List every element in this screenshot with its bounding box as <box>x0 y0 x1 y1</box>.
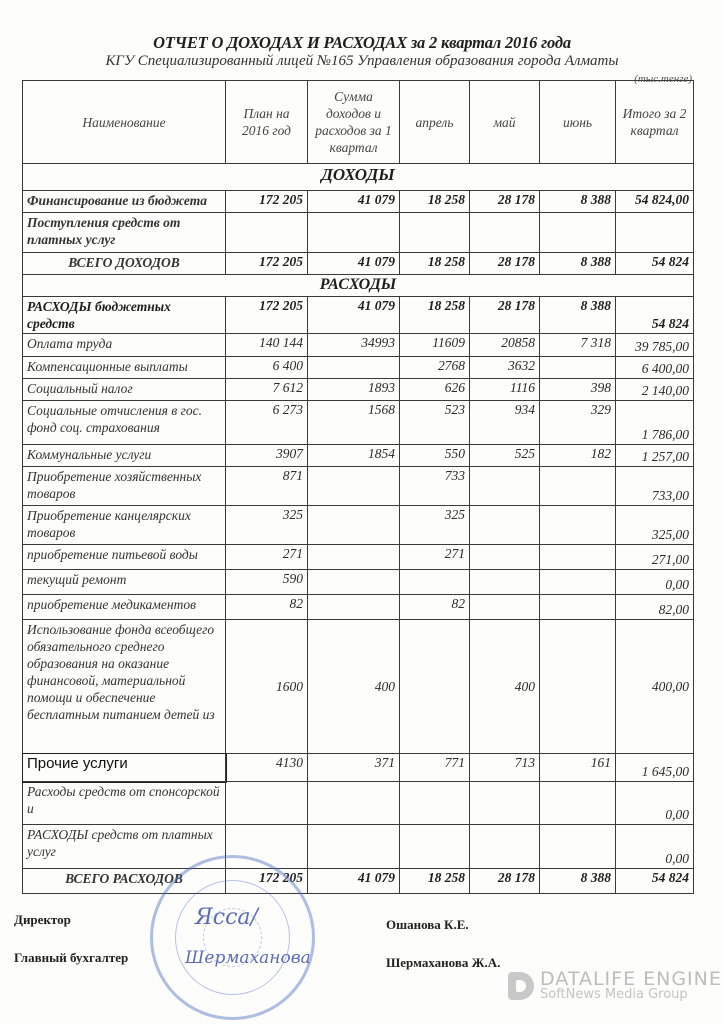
cell-q1: 371 <box>308 754 400 782</box>
cell-total: 54 824 <box>616 297 694 334</box>
report-table <box>22 80 694 894</box>
row-name: Оплата труда <box>23 334 226 357</box>
cell-q1 <box>308 213 400 253</box>
cell-q1 <box>308 825 400 869</box>
cell-plan: 3907 <box>226 445 308 467</box>
director-name: Ошанова К.Е. <box>386 917 469 932</box>
cell-q1 <box>308 467 400 506</box>
cell-q1: 41 079 <box>308 869 400 894</box>
table-row <box>23 445 694 467</box>
cell-may: 28 178 <box>470 253 540 275</box>
cell-april: 2768 <box>400 357 470 379</box>
cell-june: 329 <box>540 401 616 445</box>
cell-may <box>470 213 540 253</box>
cell-plan: 7 612 <box>226 379 308 401</box>
total-income-row <box>23 253 694 275</box>
row-name-rest: бюджетных средств <box>27 299 171 331</box>
cell-may: 3632 <box>470 357 540 379</box>
cell-plan: 1600 <box>226 620 308 754</box>
cell-june: 7 318 <box>540 334 616 357</box>
cell-april: 18 258 <box>400 297 470 334</box>
row-name: Расходы средств от спонсорской и <box>23 782 226 825</box>
cell-may: 713 <box>470 754 540 782</box>
cell-april: 771 <box>400 754 470 782</box>
cell-total: 325,00 <box>616 506 694 545</box>
table-row <box>23 782 694 825</box>
cell-june: 8 388 <box>540 297 616 334</box>
table-row <box>23 595 694 620</box>
cell-june <box>540 357 616 379</box>
cell-april: 18 258 <box>400 191 470 213</box>
table-row <box>23 379 694 401</box>
table-row <box>23 620 694 754</box>
cell-june <box>540 620 616 754</box>
title-period: за 2 квартал 2016 года <box>406 33 571 52</box>
cell-may <box>470 825 540 869</box>
cell-may <box>470 545 540 570</box>
cell-may: 20858 <box>470 334 540 357</box>
accountant-label: Главный бухгалтер <box>14 950 129 965</box>
cell-june: 8 388 <box>540 253 616 275</box>
table-row <box>23 467 694 506</box>
table-row <box>23 825 694 869</box>
cell-plan: 590 <box>226 570 308 595</box>
cell-may: 1116 <box>470 379 540 401</box>
accountant-name: Шермаханова Ж.А. <box>386 955 501 970</box>
cell-june: 8 388 <box>540 191 616 213</box>
cell-total <box>616 213 694 253</box>
cell-q1 <box>308 782 400 825</box>
row-name: ВСЕГО РАСХОДОВ <box>23 869 226 894</box>
row-name: приобретение медикаментов <box>23 595 226 620</box>
cell-plan: 172 205 <box>226 869 308 894</box>
col-header-plan: План на 2016 год <box>226 81 308 164</box>
cell-plan: 6 400 <box>226 357 308 379</box>
cell-april: 325 <box>400 506 470 545</box>
cell-total: 54 824,00 <box>616 191 694 213</box>
cell-total: 2 140,00 <box>616 379 694 401</box>
cell-june <box>540 506 616 545</box>
row-name-bold: РАСХОДЫ <box>27 299 92 314</box>
cell-april <box>400 620 470 754</box>
cell-may <box>470 506 540 545</box>
cell-total: 0,00 <box>616 570 694 595</box>
cell-may: 934 <box>470 401 540 445</box>
cell-may: 28 178 <box>470 191 540 213</box>
cell-april <box>400 213 470 253</box>
table-header-row <box>23 81 694 164</box>
row-name: приобретение питьевой воды <box>23 545 226 570</box>
cell-total: 733,00 <box>616 467 694 506</box>
cell-plan: 82 <box>226 595 308 620</box>
cell-plan <box>226 782 308 825</box>
expense-section-header: РАСХОДЫ <box>23 275 694 297</box>
row-name: Финансирование из бюджета <box>23 191 226 213</box>
cell-q1: 1568 <box>308 401 400 445</box>
table-row <box>23 191 694 213</box>
cell-june <box>540 825 616 869</box>
cell-may: 525 <box>470 445 540 467</box>
director-label: Директор <box>14 912 71 927</box>
cell-q1 <box>308 357 400 379</box>
cell-may <box>470 467 540 506</box>
col-header-june: июнь <box>540 81 616 164</box>
row-name: Компенсационные выплаты <box>23 357 226 379</box>
watermark-subtitle: SoftNews Media Group <box>540 987 688 1002</box>
cell-total: 0,00 <box>616 825 694 869</box>
row-name: текущий ремонт <box>23 570 226 595</box>
cell-april <box>400 782 470 825</box>
cell-april: 271 <box>400 545 470 570</box>
cell-plan: 172 205 <box>226 253 308 275</box>
row-name: РАСХОДЫ средств от платных услуг <box>23 825 226 869</box>
col-header-total: Итого за 2 квартал <box>616 81 694 164</box>
report-title <box>0 33 724 53</box>
table-row <box>23 401 694 445</box>
table-row <box>23 357 694 379</box>
cell-q1: 34993 <box>308 334 400 357</box>
director-signature: Ясса/ <box>195 905 258 930</box>
cell-total: 0,00 <box>616 782 694 825</box>
cell-april: 11609 <box>400 334 470 357</box>
cell-total: 82,00 <box>616 595 694 620</box>
row-name: Поступления средств от платных услуг <box>23 213 226 253</box>
table-row <box>23 754 694 782</box>
cell-plan: 172 205 <box>226 191 308 213</box>
cell-may: 28 178 <box>470 869 540 894</box>
cell-plan: 4130 <box>226 754 308 782</box>
row-name: Приобретение канцелярских товаров <box>23 506 226 545</box>
cell-may <box>470 570 540 595</box>
col-header-name: Наименование <box>23 81 226 164</box>
cell-plan <box>226 213 308 253</box>
row-name: Прочие услуги <box>23 754 226 782</box>
cell-q1: 1893 <box>308 379 400 401</box>
cell-april: 18 258 <box>400 869 470 894</box>
cell-q1 <box>308 545 400 570</box>
official-stamp-icon <box>150 855 315 1020</box>
cell-june <box>540 467 616 506</box>
cell-q1 <box>308 595 400 620</box>
table-row <box>23 545 694 570</box>
row-name: Приобретение хозяйственных товаров <box>23 467 226 506</box>
row-name <box>23 297 226 334</box>
cell-q1: 1854 <box>308 445 400 467</box>
table-row <box>23 297 694 334</box>
table-row <box>23 213 694 253</box>
cell-q1: 41 079 <box>308 297 400 334</box>
cell-june <box>540 545 616 570</box>
cell-q1 <box>308 506 400 545</box>
cell-plan: 6 273 <box>226 401 308 445</box>
watermark-title: DATALIFE ENGINE <box>540 968 722 990</box>
income-section-header: ДОХОДЫ <box>23 164 694 191</box>
accountant-signature: Шермаханова <box>185 948 311 968</box>
cell-april: 523 <box>400 401 470 445</box>
row-name: ВСЕГО ДОХОДОВ <box>23 253 226 275</box>
cell-plan: 140 144 <box>226 334 308 357</box>
cell-june: 161 <box>540 754 616 782</box>
cell-april: 82 <box>400 595 470 620</box>
cell-june: 398 <box>540 379 616 401</box>
cell-april <box>400 570 470 595</box>
cell-may: 28 178 <box>470 297 540 334</box>
table-row <box>23 506 694 545</box>
cell-q1: 41 079 <box>308 191 400 213</box>
cell-april: 733 <box>400 467 470 506</box>
cell-plan: 325 <box>226 506 308 545</box>
cell-june: 8 388 <box>540 869 616 894</box>
row-name: Социальный налог <box>23 379 226 401</box>
watermark <box>508 970 722 1002</box>
cell-june <box>540 570 616 595</box>
row-name-text: Использование фонда всеобщего обязательного среднего образования на оказание финансовой, материальной помощи и обеспечение бесплатным питанием детей из <box>27 622 215 722</box>
report-subtitle: КГУ Специализированный лицей №165 Управления образования города Алматы <box>105 53 619 69</box>
cell-total: 1 786,00 <box>616 401 694 445</box>
cell-april: 18 258 <box>400 253 470 275</box>
cell-q1: 400 <box>308 620 400 754</box>
cell-may <box>470 782 540 825</box>
cell-plan: 172 205 <box>226 297 308 334</box>
col-header-april: апрель <box>400 81 470 164</box>
cell-total: 271,00 <box>616 545 694 570</box>
datalife-logo-icon <box>508 972 534 1000</box>
cell-june <box>540 213 616 253</box>
cell-plan: 271 <box>226 545 308 570</box>
cell-q1 <box>308 570 400 595</box>
cell-total: 400,00 <box>616 620 694 754</box>
row-name: Коммунальные услуги <box>23 445 226 467</box>
row-name: Социальные отчисления в гос. фонд соц. страхования <box>23 401 226 445</box>
cell-total: 1 645,00 <box>616 754 694 782</box>
title-main: ОТЧЕТ О ДОХОДАХ И РАСХОДАХ <box>153 33 407 52</box>
units-label: (тыс.тенге) <box>634 73 692 85</box>
cell-total: 54 824 <box>616 253 694 275</box>
cell-may: 400 <box>470 620 540 754</box>
cell-june: 182 <box>540 445 616 467</box>
cell-april: 550 <box>400 445 470 467</box>
cell-total: 39 785,00 <box>616 334 694 357</box>
row-name <box>23 620 226 754</box>
col-header-q1: Сумма доходов и расходов за 1 квартал <box>308 81 400 164</box>
cell-april: 626 <box>400 379 470 401</box>
table-row <box>23 334 694 357</box>
col-header-may: май <box>470 81 540 164</box>
cell-may <box>470 595 540 620</box>
cell-total: 54 824 <box>616 869 694 894</box>
cell-total: 6 400,00 <box>616 357 694 379</box>
cell-q1: 41 079 <box>308 253 400 275</box>
table-row <box>23 570 694 595</box>
cell-april <box>400 825 470 869</box>
cell-plan: 871 <box>226 467 308 506</box>
cell-june <box>540 782 616 825</box>
total-expense-row <box>23 869 694 894</box>
cell-total: 1 257,00 <box>616 445 694 467</box>
cell-june <box>540 595 616 620</box>
